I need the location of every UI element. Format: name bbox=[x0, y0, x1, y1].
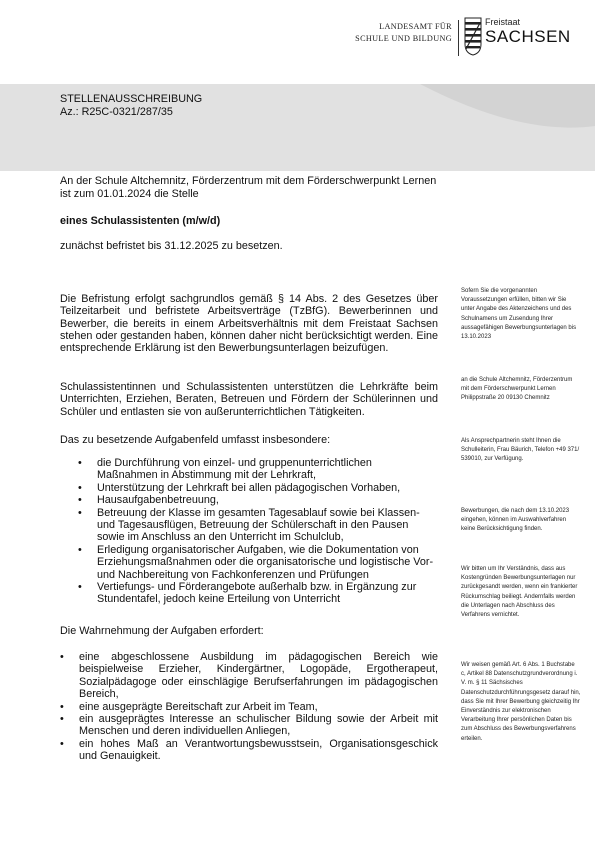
list-item: • Vertiefungs- und Förderangebote außerhalb bzw. in Ergänzung zur Stundentafel, jedoch keine Erteilung von Unterricht bbox=[78, 581, 434, 606]
logo-divider bbox=[458, 20, 459, 56]
state-label-small: Freistaat bbox=[485, 17, 521, 27]
intro-text: An der Schule Altchemnitz, Förderzentrum mit dem Förderschwerpunkt Lernen ist zum 01.01.2024 die Stelle bbox=[60, 175, 437, 200]
sidebar-contact: Als Ansprechpartnerin steht Ihnen die Schulleiterin, Frau Bäurich, Telefon +49 371/ 539010, zur Verfügung. bbox=[461, 438, 580, 463]
limitation-text: zunächst befristet bis 31.12.2025 zu besetzen. bbox=[60, 240, 283, 252]
authority-line-1: LANDESAMT FÜR bbox=[379, 22, 452, 31]
list-item: • Betreuung der Klasse im gesamten Tagesablauf sowie bei Klassen- und Tagesausflügen, Betreuung der Schülerschaft in den Pausen sowie im Anschluss an den Unterricht im Schulclub, bbox=[78, 507, 434, 544]
state-label-large: SACHSEN bbox=[485, 27, 571, 46]
list-item: • eine abgeschlossene Ausbildung im pädagogischen Bereich wie beispielweise Erzieher, Kindergärtner, Logopäde, Ergotherapeut, Sozialpädagoge oder einschlägige Berufserfahrungen im pädagogischen Bereich, bbox=[60, 651, 438, 701]
paragraph-tasks-intro: Das zu besetzende Aufgabenfeld umfasst insbesondere: bbox=[60, 434, 331, 446]
sidebar-application-deadline: Sofern Sie die vorgenannten Voraussetzungen erfüllen, bitten wir Sie unter Angabe des Aktenzeichens und des Schulnamens um Zusendung Ihrer aussagefähigen Bewerbungsunterlagen bis 13.10.2023 bbox=[461, 288, 577, 341]
sidebar-address: an die Schule Altchemnitz, Förderzentrum mit dem Förderschwerpunkt Lernen Philippstraße 20 09130 Chemnitz bbox=[461, 377, 573, 402]
position-title: eines Schulassistenten (m/w/d) bbox=[60, 215, 221, 227]
reference-block bbox=[60, 93, 202, 118]
saxony-crest-icon bbox=[464, 16, 482, 56]
sidebar-data-protection: Wir weisen gemäß Art. 6 Abs. 1 Buchstabe c, Artikel 88 Datenschutzgrundverordnung i. V. m. § 11 Sächsisches Datenschutzdurchführungsgesetz darauf hin, dass Sie mit Ihrer Bewerbung gleichzeitig Ihr Einverständnis zur elektronischen Verarbeitung Ihrer persönlichen Daten bis zum Abschluss des Bewerbungsverfahrens erteilen. bbox=[461, 662, 581, 742]
sidebar-late-applications: Bewerbungen, die nach dem 13.10.2023 eingehen, können im Auswahlverfahren keine Berücksichtigung finden. bbox=[461, 508, 570, 533]
list-item: • eine ausgeprägte Bereitschaft zur Arbeit im Team, bbox=[60, 701, 438, 713]
list-item: • Unterstützung der Lehrkraft bei allen pädagogischen Vorhaben, bbox=[78, 482, 434, 494]
list-item: • ein hohes Maß an Verantwortungsbewusstsein, Organisationsgeschick und Genauigkeit. bbox=[60, 738, 438, 763]
authority-line-2: SCHULE UND BILDUNG bbox=[355, 34, 452, 43]
list-item: • Hausaufgabenbetreuung, bbox=[78, 494, 434, 506]
list-item: • ein ausgeprägtes Interesse an schulischer Bildung sowie der Arbeit mit Menschen und deren individuellen Anliegen, bbox=[60, 713, 438, 738]
list-item: • die Durchführung von einzel- und gruppenunterrichtlichen Maßnahmen in Abstimmung mit der Lehrkraft, bbox=[78, 457, 434, 482]
authority-logo-text bbox=[355, 21, 452, 45]
requirements-list bbox=[60, 651, 438, 763]
sidebar-return-of-documents: Wir bitten um Ihr Verständnis, dass aus Kostengründen Bewerbungsunterlagen nur zurückgesandt werden, wenn ein frankierter Rückumschlag beiliegt. Andernfalls werden die Unterlagen nach Abschluss des Verfahrens vernichtet. bbox=[461, 566, 578, 619]
paragraph-role: Schulassistentinnen und Schulassistenten unterstützen die Lehrkräfte beim Unterrichten, Erziehen, Beraten, Betreuen und Fördern der Schülerinnen und Schüler und entlasten sie von außerunterrichtlichen Tätigkeiten. bbox=[60, 381, 438, 418]
paragraph-requirements-intro: Die Wahrnehmung der Aufgaben erfordert: bbox=[60, 625, 264, 637]
paragraph-fixed-term: Die Befristung erfolgt sachgrundlos gemäß § 14 Abs. 2 des Gesetzes über Teilzeitarbeit und befristete Arbeitsverträge (TzBfG). Bewerberinnen und Bewerber, die bereits in einem Arbeitsverhältnis mit dem Freistaat Sachsen stehen oder gestanden haben, können daher nicht berücksichtigt werden. Eine entsprechende Erklärung ist den Bewerbungsunterlagen beizufügen. bbox=[60, 293, 438, 355]
document-type: STELLENAUSSCHREIBUNG bbox=[60, 93, 203, 105]
list-item: • Erledigung organisatorischer Aufgaben, wie die Dokumentation von Erziehungsmaßnahmen oder die organisatorische und logistische Vor- und Nachbereitung von Fachkonferenzen und Prüfungen bbox=[78, 544, 434, 581]
tasks-list bbox=[78, 457, 434, 606]
reference-number: Az.: R25C-0321/287/35 bbox=[60, 105, 173, 118]
header-banner bbox=[0, 76, 595, 176]
